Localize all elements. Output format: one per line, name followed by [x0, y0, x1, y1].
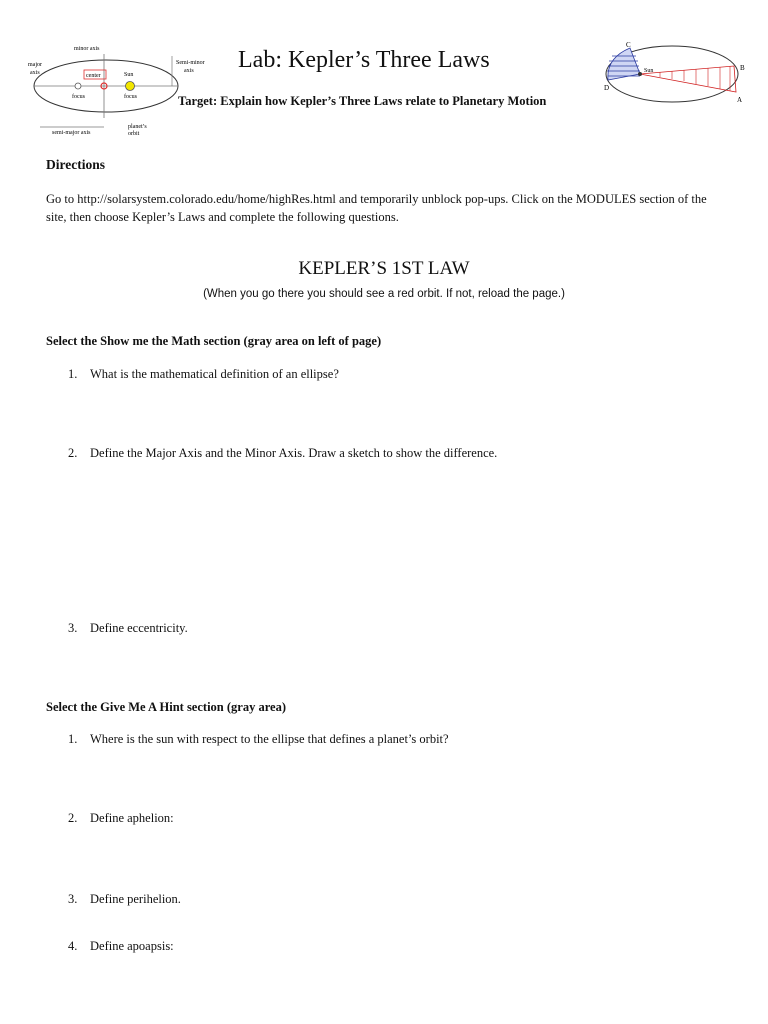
- semi-minor-axis-label: axis: [184, 68, 194, 74]
- minor-axis-label: minor axis: [74, 46, 100, 52]
- question-item: [68, 892, 181, 907]
- sun-label: Sun: [124, 72, 134, 78]
- question-number: 1.: [68, 732, 78, 746]
- right-sector: [640, 66, 736, 92]
- question-item: [68, 939, 174, 954]
- question-number: 1.: [68, 367, 78, 381]
- left-sector: [608, 48, 640, 80]
- question-text: What is the mathematical definition of an ellipse?: [90, 367, 339, 381]
- right-sector-stripes: [660, 66, 730, 91]
- question-number: 2.: [68, 811, 78, 825]
- section-heading-math: Select the Show me the Math section (gray area on left of page): [46, 334, 382, 348]
- question-number: 3.: [68, 621, 78, 635]
- point-a-label: A: [737, 96, 743, 104]
- question-text: Define perihelion.: [90, 892, 181, 906]
- point-c-label: C: [626, 41, 631, 49]
- point-b-label: B: [740, 64, 745, 72]
- question-number: 4.: [68, 939, 78, 953]
- section-heading-hint: Select the Give Me A Hint section (gray area): [46, 700, 286, 714]
- question-text: Define apoapsis:: [90, 939, 174, 953]
- question-number: 3.: [68, 892, 78, 906]
- directions-heading: Directions: [46, 157, 105, 172]
- directions-text: Go to http://solarsystem.colorado.edu/home/highRes.html and temporarily unblock pop-ups. Click on the MODULES section of the site, then choose Kepler’s Laws and complete the following questions.: [46, 192, 707, 224]
- question-item: [68, 732, 449, 747]
- law-note: (When you go there you should see a red orbit. If not, reload the page.): [203, 288, 565, 300]
- sun-dot-right: [638, 72, 642, 76]
- sun-label-right: Sun: [644, 68, 654, 74]
- question-text: Define the Major Axis and the Minor Axis. Draw a sketch to show the difference.: [90, 446, 498, 460]
- question-item: [68, 621, 188, 636]
- question-item: [68, 811, 174, 826]
- question-number: 2.: [68, 446, 78, 460]
- ellipse-anatomy-figure: [28, 42, 218, 142]
- equal-areas-figure: [600, 40, 750, 110]
- planets-label: planet’s: [128, 124, 147, 130]
- focus-left-dot: [75, 83, 81, 89]
- point-d-label: D: [604, 84, 610, 92]
- question-text: Define aphelion:: [90, 811, 174, 825]
- question-text: Define eccentricity.: [90, 621, 188, 635]
- question-item: [68, 446, 497, 461]
- center-label: center: [86, 73, 101, 79]
- major-axis-label: axis: [30, 70, 40, 76]
- semi-minor-label: Semi-minor: [176, 60, 205, 66]
- question-text: Where is the sun with respect to the ellipse that defines a planet’s orbit?: [90, 732, 449, 746]
- page-title: Lab: Kepler’s Three Laws: [238, 47, 490, 73]
- sun-dot: [126, 82, 135, 91]
- major-label: major: [28, 62, 42, 68]
- focus-left-label: focus: [72, 94, 85, 100]
- semi-major-axis-label: semi-major axis: [52, 130, 91, 136]
- kepler-first-law-heading: KEPLER’S 1ST LAW: [298, 258, 470, 279]
- target-statement: Target: Explain how Kepler’s Three Laws relate to Planetary Motion: [178, 94, 547, 108]
- focus-right-label: focus: [124, 94, 137, 100]
- question-item: [68, 367, 339, 382]
- orbit-label: orbit: [128, 131, 140, 137]
